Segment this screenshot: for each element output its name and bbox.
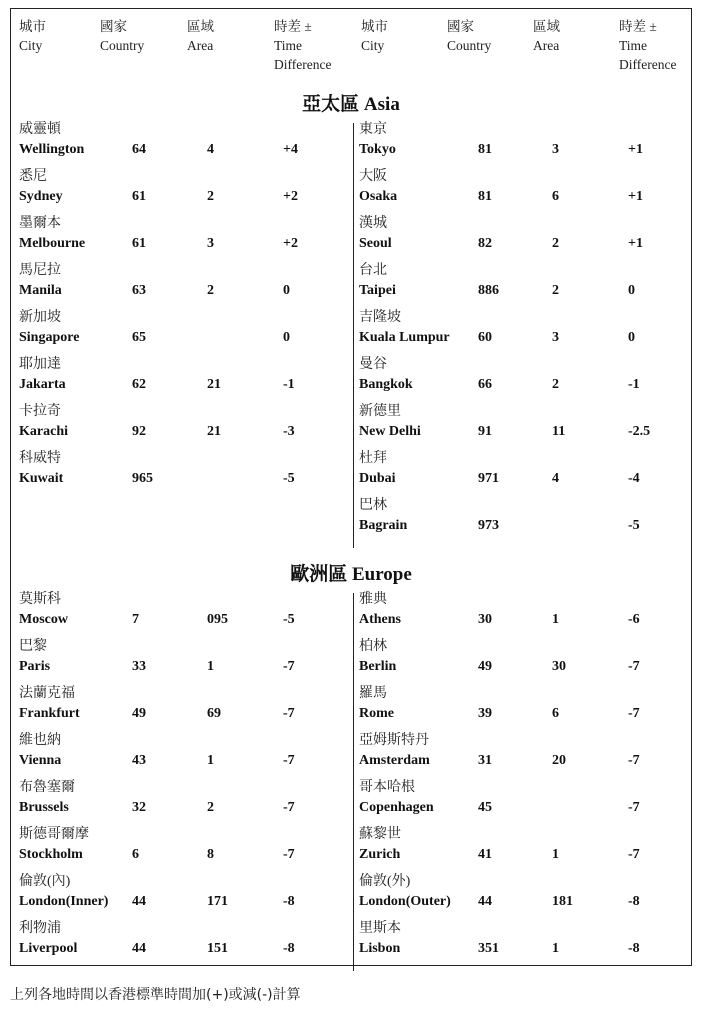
table-row — [11, 168, 691, 215]
country-code: 81 — [478, 142, 492, 157]
city-name-english: Zurich — [359, 847, 401, 862]
area-code: 2 — [552, 283, 559, 298]
time-difference: -7 — [628, 800, 640, 815]
country-code: 45 — [478, 800, 492, 815]
time-difference: -8 — [283, 894, 295, 909]
time-difference: 0 — [283, 283, 290, 298]
area-code: 30 — [552, 659, 566, 674]
area-code: 21 — [207, 377, 221, 392]
area-code: 1 — [552, 941, 559, 956]
city-name-chinese: 莫斯科 — [19, 592, 61, 607]
area-code: 3 — [552, 330, 559, 345]
area-code: 8 — [207, 847, 214, 862]
area-code: 1 — [552, 612, 559, 627]
time-difference: -7 — [628, 659, 640, 674]
city-name-english: Vienna — [19, 753, 62, 768]
city-name-english: Lisbon — [359, 941, 401, 956]
city-name-chinese: 杜拜 — [359, 451, 387, 466]
country-code: 49 — [478, 659, 492, 674]
time-difference: -7 — [628, 706, 640, 721]
city-name-english: Karachi — [19, 424, 68, 439]
city-name-english: Dubai — [359, 471, 396, 486]
city-name-chinese: 東京 — [359, 122, 387, 137]
header-country-right: 國家 Country — [447, 19, 492, 53]
city-name-english: Athens — [359, 612, 402, 627]
city-name-chinese: 雅典 — [359, 592, 387, 607]
city-name-chinese: 倫敦(內) — [19, 874, 71, 889]
area-code: 20 — [552, 753, 566, 768]
header-city-left: 城市 City — [19, 19, 46, 53]
city-name-chinese: 巴黎 — [19, 639, 47, 654]
table-row — [11, 121, 691, 168]
city-name-english: Wellington — [19, 142, 85, 157]
section-title: 亞太區 Asia — [302, 94, 400, 115]
table-row — [11, 403, 691, 450]
country-code: 965 — [132, 471, 153, 486]
city-name-english: Manila — [19, 283, 62, 298]
city-name-english: Singapore — [19, 330, 80, 345]
time-difference: -1 — [283, 377, 295, 392]
city-name-english: Stockholm — [19, 847, 83, 862]
city-name-chinese: 蘇黎世 — [359, 827, 401, 842]
section-title: 歐洲區 Europe — [290, 564, 412, 585]
city-name-chinese: 馬尼拉 — [19, 263, 61, 278]
country-code: 60 — [478, 330, 492, 345]
time-difference: +2 — [283, 236, 298, 251]
time-difference: +1 — [628, 236, 643, 251]
country-code: 64 — [132, 142, 146, 157]
city-name-english: Osaka — [359, 189, 398, 204]
city-name-chinese: 維也納 — [19, 733, 61, 748]
city-name-chinese: 曼谷 — [359, 357, 387, 372]
city-name-english: Rome — [359, 706, 394, 721]
area-code: 2 — [207, 189, 214, 204]
city-name-chinese: 里斯本 — [359, 921, 401, 936]
time-difference: -8 — [628, 894, 640, 909]
table-row — [11, 732, 691, 779]
city-name-english: Bagrain — [359, 518, 408, 533]
city-name-chinese: 新加坡 — [19, 310, 61, 325]
table-row — [11, 873, 691, 920]
area-code: 2 — [552, 377, 559, 392]
table-row — [11, 591, 691, 638]
city-name-chinese: 布魯塞爾 — [19, 780, 75, 795]
area-code: 11 — [552, 424, 566, 439]
time-difference: -7 — [283, 847, 295, 862]
city-name-english: Moscow — [19, 612, 68, 627]
city-name-english: Brussels — [19, 800, 69, 815]
area-code: 151 — [207, 941, 228, 956]
time-difference: 0 — [628, 283, 635, 298]
time-difference: -8 — [628, 941, 640, 956]
time-difference: -7 — [628, 847, 640, 862]
time-difference: -1 — [628, 377, 640, 392]
city-name-chinese: 哥本哈根 — [359, 780, 415, 795]
area-code: 2 — [552, 236, 559, 251]
time-difference: -7 — [283, 753, 295, 768]
footnote: 上列各地時間以香港標準時間加(+)或減(-)計算 — [10, 987, 301, 1003]
city-name-english: Bangkok — [359, 377, 413, 392]
time-difference: -5 — [628, 518, 640, 533]
country-code: 61 — [132, 236, 146, 251]
country-code: 31 — [478, 753, 492, 768]
city-name-english: Tokyo — [359, 142, 396, 157]
city-name-english: Liverpool — [19, 941, 78, 956]
country-code: 39 — [478, 706, 492, 721]
city-name-english: Amsterdam — [359, 753, 430, 768]
area-code: 1 — [207, 659, 214, 674]
country-code: 6 — [132, 847, 139, 862]
city-name-chinese: 台北 — [359, 263, 387, 278]
city-name-english: Jakarta — [19, 377, 66, 392]
header-country-left: 國家 Country — [100, 19, 145, 53]
area-code: 2 — [207, 283, 214, 298]
time-difference: -6 — [628, 612, 640, 627]
city-name-english: Frankfurt — [19, 706, 80, 721]
time-difference: -7 — [283, 706, 295, 721]
time-difference: -7 — [283, 800, 295, 815]
area-code: 171 — [207, 894, 228, 909]
country-code: 65 — [132, 330, 146, 345]
city-name-english: London(Inner) — [19, 894, 109, 909]
area-code: 1 — [207, 753, 214, 768]
city-name-chinese: 漢城 — [359, 216, 387, 231]
city-name-chinese: 耶加達 — [19, 357, 61, 372]
area-code: 3 — [207, 236, 214, 251]
country-code: 61 — [132, 189, 146, 204]
area-code: 6 — [552, 189, 559, 204]
table-row — [11, 215, 691, 262]
country-code: 7 — [132, 612, 139, 627]
header-time-right: 時差 ± Time Difference — [619, 19, 677, 72]
city-name-chinese: 斯德哥爾摩 — [19, 827, 89, 842]
country-code: 33 — [132, 659, 146, 674]
country-code: 32 — [132, 800, 146, 815]
time-difference: 0 — [283, 330, 290, 345]
country-code: 62 — [132, 377, 146, 392]
city-name-english: London(Outer) — [359, 894, 451, 909]
area-code: 4 — [207, 142, 214, 157]
city-name-english: Berlin — [359, 659, 397, 674]
area-code: 3 — [552, 142, 559, 157]
time-difference: -5 — [283, 471, 295, 486]
city-name-english: Sydney — [19, 189, 63, 204]
table-row — [11, 497, 691, 544]
city-name-chinese: 法蘭克福 — [19, 686, 75, 701]
area-code: 4 — [552, 471, 559, 486]
time-difference: -3 — [283, 424, 295, 439]
country-code: 43 — [132, 753, 146, 768]
city-name-chinese: 羅馬 — [359, 686, 387, 701]
city-name-chinese: 威靈頓 — [19, 122, 61, 137]
city-name-english: Seoul — [359, 236, 392, 251]
country-code: 44 — [132, 941, 146, 956]
city-name-chinese: 吉隆坡 — [359, 310, 401, 325]
city-name-chinese: 亞姆斯特丹 — [359, 733, 429, 748]
city-name-chinese: 悉尼 — [19, 169, 47, 184]
header-time-left: 時差 ± Time Difference — [274, 19, 332, 72]
area-code: 6 — [552, 706, 559, 721]
time-difference: -4 — [628, 471, 640, 486]
table-row — [11, 309, 691, 356]
city-name-chinese: 倫敦(外) — [359, 874, 411, 889]
city-name-chinese: 科威特 — [19, 451, 61, 466]
table-row — [11, 779, 691, 826]
time-difference: +2 — [283, 189, 298, 204]
table-header — [11, 9, 691, 85]
timezone-table — [10, 8, 692, 966]
table-row — [11, 356, 691, 403]
time-difference: -7 — [628, 753, 640, 768]
country-code: 49 — [132, 706, 146, 721]
table-row — [11, 826, 691, 873]
table-row — [11, 262, 691, 309]
country-code: 30 — [478, 612, 492, 627]
table-row — [11, 920, 691, 967]
city-name-english: Taipei — [359, 283, 396, 298]
city-name-english: Kuwait — [19, 471, 64, 486]
table-row — [11, 685, 691, 732]
time-difference: +1 — [628, 189, 643, 204]
area-code: 2 — [207, 800, 214, 815]
country-code: 92 — [132, 424, 146, 439]
city-name-english: Paris — [19, 659, 51, 674]
area-code: 095 — [207, 612, 228, 627]
area-code: 21 — [207, 424, 221, 439]
city-name-chinese: 大阪 — [359, 169, 387, 184]
time-difference: -8 — [283, 941, 295, 956]
city-name-english: New Delhi — [359, 424, 421, 439]
city-name-english: Copenhagen — [359, 800, 434, 815]
header-city-right: 城市 City — [361, 19, 388, 53]
area-code: 181 — [552, 894, 573, 909]
time-difference: +1 — [628, 142, 643, 157]
country-code: 971 — [478, 471, 499, 486]
country-code: 44 — [132, 894, 146, 909]
country-code: 973 — [478, 518, 499, 533]
country-code: 63 — [132, 283, 146, 298]
city-name-chinese: 卡拉奇 — [19, 404, 61, 419]
city-name-chinese: 柏林 — [359, 639, 387, 654]
city-name-english: Kuala Lumpur — [359, 330, 450, 345]
time-difference: +4 — [283, 142, 298, 157]
table-row — [11, 638, 691, 685]
time-difference: -7 — [283, 659, 295, 674]
country-code: 351 — [478, 941, 499, 956]
country-code: 82 — [478, 236, 492, 251]
city-name-chinese: 利物浦 — [19, 921, 61, 936]
city-name-english: Melbourne — [19, 236, 86, 251]
area-code: 1 — [552, 847, 559, 862]
header-area-left: 區域 Area — [187, 19, 214, 53]
time-difference: -2.5 — [628, 424, 651, 439]
city-name-chinese: 巴林 — [359, 498, 387, 513]
header-area-right: 區域 Area — [533, 19, 560, 53]
country-code: 41 — [478, 847, 492, 862]
time-difference: 0 — [628, 330, 635, 345]
country-code: 886 — [478, 283, 499, 298]
city-name-chinese: 新德里 — [359, 404, 401, 419]
country-code: 66 — [478, 377, 492, 392]
country-code: 81 — [478, 189, 492, 204]
city-name-chinese: 墨爾本 — [19, 216, 61, 231]
country-code: 44 — [478, 894, 492, 909]
table-row — [11, 450, 691, 497]
time-difference: -5 — [283, 612, 295, 627]
country-code: 91 — [478, 424, 492, 439]
area-code: 69 — [207, 706, 221, 721]
